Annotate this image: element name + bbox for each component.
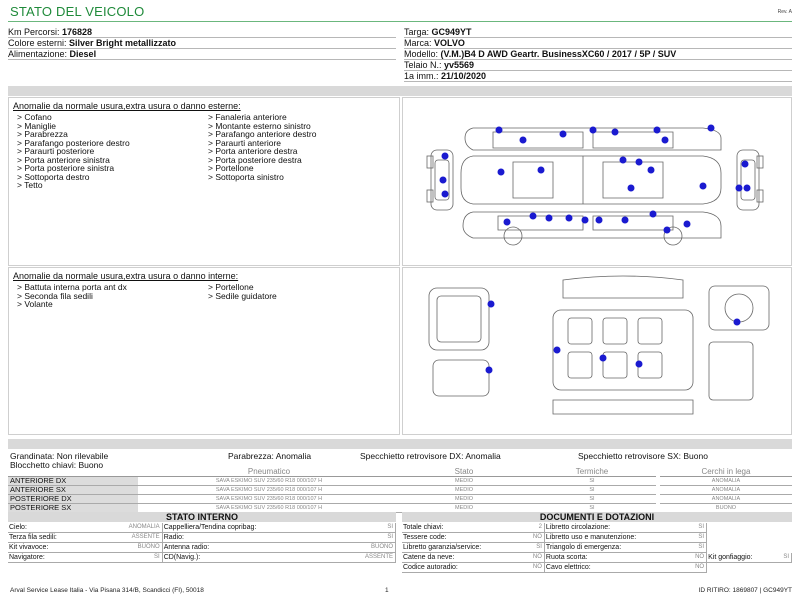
title-divider <box>8 21 792 22</box>
status-label: Cappelliera/Tendina copribag: <box>162 523 338 533</box>
internal-damage-panel <box>8 267 400 435</box>
section-divider <box>8 439 792 449</box>
damage-item: > Battuta interna porta ant dx <box>17 282 127 292</box>
status-label: Totale chiavi: <box>402 523 526 533</box>
interior-damage-markers <box>486 301 741 374</box>
left-mirror-status: Specchietto retrovisore SX: Buono <box>578 451 708 461</box>
tyre-thermal: SI <box>528 504 656 513</box>
damage-marker <box>596 217 603 224</box>
cabin-top-view <box>553 276 693 414</box>
status-row <box>8 553 396 563</box>
status-value: ASSENTE <box>338 553 395 563</box>
dashboard-view <box>709 286 769 400</box>
damage-item: > Parafango posteriore destro <box>17 137 130 148</box>
damage-marker <box>566 215 573 222</box>
damage-marker <box>628 185 635 192</box>
tyre-model: SAVA ESKIMO SUV 235/60 R18 000/107 H <box>138 495 400 504</box>
damage-marker <box>504 219 511 226</box>
status-label: Navigatore: <box>8 553 99 563</box>
external-car-diagram <box>402 97 792 266</box>
damage-item: > Seconda fila sedili <box>17 290 93 301</box>
damage-marker <box>554 347 561 354</box>
damage-marker <box>684 221 691 228</box>
tyre-state: MEDIO <box>400 504 528 513</box>
hail-status: Grandinata: Non rilevabile <box>10 451 109 461</box>
damage-item: > Portellone <box>208 282 254 292</box>
status-label: Libretto garanzia/service: <box>402 543 526 553</box>
tyre-thermal: SI <box>528 477 656 486</box>
info-row: Colore esterni: Silver Bright metallizzato <box>8 38 396 49</box>
status-label: Kit vivavoce: <box>8 543 99 553</box>
external-damage-list-2 <box>208 113 399 190</box>
tyre-state: MEDIO <box>400 486 528 495</box>
status-value: NO <box>689 553 707 563</box>
status-value: SI <box>99 553 162 563</box>
damage-marker <box>600 355 607 362</box>
damage-marker <box>498 169 505 176</box>
page-title: STATO DEL VEICOLO <box>10 4 145 19</box>
status-value: ANOMALIA <box>99 523 162 533</box>
thermal-column-header: Termiche <box>528 467 656 477</box>
rim-state: ANOMALIA <box>660 477 792 486</box>
right-mirror-status: Specchietto retrovisore DX: Anomalia <box>360 451 501 461</box>
damage-item: > Cofano <box>17 112 52 122</box>
internal-damage-title: Anomalie da normale usura,extra usura o danno interne: <box>13 271 239 281</box>
status-value: SI <box>689 543 707 553</box>
status-label: Triangolo di emergenza: <box>544 543 688 553</box>
tyre-position: ANTERIORE DX <box>8 477 138 486</box>
tyre-state: MEDIO <box>400 477 528 486</box>
status-value: SI <box>338 523 395 533</box>
damage-marker <box>654 127 661 134</box>
car-exterior-drawing <box>403 98 791 265</box>
car-rear-view <box>737 150 763 210</box>
status-value: SI <box>779 553 792 563</box>
status-label: Libretto circolazione: <box>544 523 688 533</box>
damage-item: > Porta posteriore sinistra <box>17 163 115 173</box>
tyre-state: MEDIO <box>400 495 528 504</box>
damage-marker <box>636 361 643 368</box>
status-row <box>402 533 792 543</box>
damage-item: > Porta anteriore destra <box>208 146 298 156</box>
vehicle-info-right <box>404 27 792 82</box>
damage-marker <box>622 217 629 224</box>
status-value: SI <box>338 533 395 543</box>
damage-marker <box>488 301 495 308</box>
damage-marker <box>442 191 449 198</box>
info-row: Telaio N.: yv5569 <box>404 60 792 71</box>
tyre-row <box>8 495 792 504</box>
status-row <box>402 543 792 553</box>
footer-pickup-id: ID RITIRO: 1869807 | GC949YT <box>698 587 792 594</box>
damage-item: > Fanaleria anteriore <box>208 112 287 122</box>
external-damage-panel <box>8 97 400 266</box>
status-row <box>8 533 396 543</box>
damage-item: > Volante <box>17 299 53 309</box>
documents-heading: DOCUMENTI E DOTAZIONI <box>402 512 792 522</box>
status-row <box>402 523 792 533</box>
damage-marker <box>648 167 655 174</box>
tyre-position: POSTERIORE SX <box>8 504 138 513</box>
internal-car-diagram <box>402 267 792 435</box>
status-label: Libretto uso e manutenzione: <box>544 533 688 543</box>
damage-marker <box>442 153 449 160</box>
damage-marker <box>538 167 545 174</box>
status-value: BUONO <box>338 543 395 553</box>
damage-marker <box>520 137 527 144</box>
damage-marker <box>736 185 743 192</box>
info-row: Targa: GC949YT <box>404 27 792 38</box>
exterior-damage-markers <box>440 125 751 234</box>
tyre-thermal: SI <box>528 486 656 495</box>
rim-state: ANOMALIA <box>660 486 792 495</box>
status-value: NO <box>689 563 707 573</box>
status-value: ASSENTE <box>99 533 162 543</box>
tyre-model: SAVA ESKIMO SUV 235/60 R18 000/107 H <box>138 486 400 495</box>
info-row: Alimentazione: Diesel <box>8 49 396 60</box>
key-lock-status: Blocchetto chiavi: Buono <box>10 460 104 470</box>
status-label: Cielo: <box>8 523 99 533</box>
status-value: SI <box>689 533 707 543</box>
trunk-view <box>429 288 489 396</box>
damage-marker <box>440 177 447 184</box>
tyre-table <box>8 467 792 513</box>
damage-marker <box>486 367 493 374</box>
damage-marker <box>560 131 567 138</box>
damage-marker <box>530 213 537 220</box>
status-value: BUONO <box>99 543 162 553</box>
internal-damage-list-1 <box>17 283 208 309</box>
rim-state: BUONO <box>660 504 792 513</box>
info-row: Marca: VOLVO <box>404 38 792 49</box>
damage-marker <box>546 215 553 222</box>
status-label: CD(Navig.): <box>162 553 338 563</box>
status-label: Radio: <box>162 533 338 543</box>
damage-marker <box>590 127 597 134</box>
damage-marker <box>700 183 707 190</box>
status-label: Cavo elettrico: <box>544 563 688 573</box>
damage-item: > Sottoporta destro <box>17 171 90 182</box>
damage-item: > Porta posteriore destra <box>208 154 302 165</box>
tyre-position: POSTERIORE DX <box>8 495 138 504</box>
damage-marker <box>742 161 749 168</box>
status-label: Terza fila sedili: <box>8 533 99 543</box>
damage-marker <box>664 227 671 234</box>
rim-column-header: Cerchi in lega <box>660 467 792 477</box>
status-label: Catene da neve: <box>402 553 526 563</box>
status-value: NO <box>526 533 544 543</box>
damage-marker <box>650 211 657 218</box>
vehicle-info-left <box>8 27 396 60</box>
external-damage-list-1 <box>17 113 208 190</box>
damage-marker <box>612 129 619 136</box>
revision-label: Rev. A <box>777 9 792 15</box>
damage-marker <box>496 127 503 134</box>
internal-status-heading: STATO INTERNO <box>8 512 396 522</box>
rim-state: ANOMALIA <box>660 495 792 504</box>
damage-marker <box>744 185 751 192</box>
damage-marker <box>734 319 741 326</box>
footer-page-number: 1 <box>385 587 389 594</box>
tyre-column-header: Pneumatico <box>138 467 400 477</box>
tyre-row <box>8 477 792 486</box>
damage-marker <box>636 159 643 166</box>
footer-company: Arval Service Lease Italia - Via Pisana 314/B, Scandicci (FI), 50018 <box>10 587 204 594</box>
internal-status-table <box>8 523 396 563</box>
tyre-position: ANTERIORE SX <box>8 486 138 495</box>
damage-item: > Portellone <box>208 163 254 173</box>
tyre-model: SAVA ESKIMO SUV 235/60 R18 000/107 H <box>138 477 400 486</box>
status-label: Ruota scorta: <box>544 553 688 563</box>
status-row <box>402 553 792 563</box>
status-value: SI <box>526 543 544 553</box>
damage-marker <box>708 125 715 132</box>
section-divider <box>8 86 792 96</box>
damage-marker <box>620 157 627 164</box>
documents-table <box>402 523 792 573</box>
status-label: Codice autoradio: <box>402 563 526 573</box>
windshield-status: Parabrezza: Anomalia <box>228 451 312 461</box>
internal-damage-list-2 <box>208 283 399 309</box>
damage-item: > Sottoporta sinistro <box>208 171 284 182</box>
info-row: Km Percorsi: 176828 <box>8 27 396 38</box>
info-row: Modello: (V.M.)B4 D AWD Geartr. BusinessXC60 / 2017 / 5P / SUV <box>404 49 792 60</box>
damage-item: > Porta anteriore sinistra <box>17 154 110 165</box>
status-label: Tessere code: <box>402 533 526 543</box>
status-label: Antenna radio: <box>162 543 338 553</box>
damage-item: > Tetto <box>17 180 43 190</box>
status-row <box>8 543 396 553</box>
status-value: NO <box>526 553 544 563</box>
damage-marker <box>582 217 589 224</box>
damage-item: > Parabrezza <box>17 129 68 139</box>
status-row <box>402 563 792 573</box>
damage-item: > Maniglie <box>17 120 56 131</box>
status-label: Kit gonfiaggio: <box>707 553 779 563</box>
damage-item: > Parafango anteriore destro <box>208 129 317 139</box>
car-interior-drawing <box>403 268 791 434</box>
damage-item: > Paraurti posteriore <box>17 146 95 156</box>
tyre-model: SAVA ESKIMO SUV 235/60 R18 000/107 H <box>138 504 400 513</box>
damage-item: > Montante esterno sinistro <box>208 120 311 131</box>
car-top-view <box>461 128 721 245</box>
damage-item: > Paraurti anteriore <box>208 137 281 148</box>
status-value: SI <box>689 523 707 533</box>
status-row <box>8 523 396 533</box>
tyre-thermal: SI <box>528 495 656 504</box>
state-column-header: Stato <box>400 467 528 477</box>
status-value: 2 <box>526 523 544 533</box>
tyre-row <box>8 486 792 495</box>
damage-item: > Sedile guidatore <box>208 290 277 301</box>
damage-marker <box>662 137 669 144</box>
info-row: 1a imm.: 21/10/2020 <box>404 71 792 82</box>
external-damage-title: Anomalie da normale usura,extra usura o danno esterne: <box>13 101 241 111</box>
status-value: NO <box>526 563 544 573</box>
